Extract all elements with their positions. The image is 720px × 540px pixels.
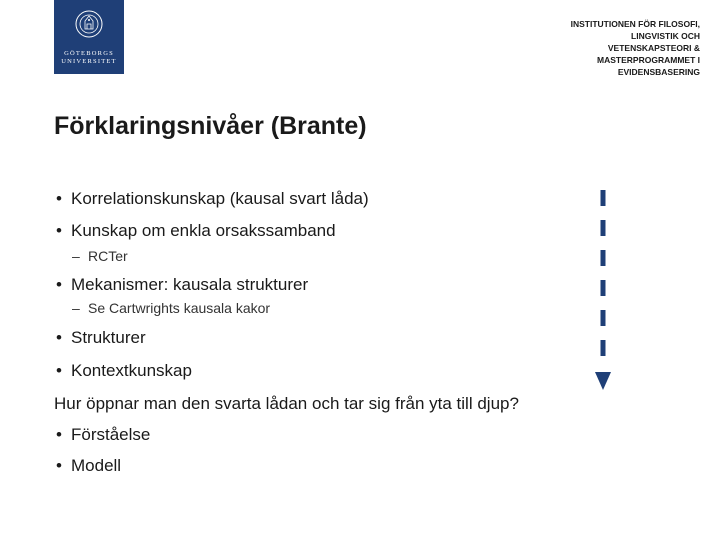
bullet-marker: • xyxy=(56,361,62,380)
bullet-item xyxy=(56,361,192,381)
bullet-marker: • xyxy=(56,189,62,208)
department-line: INSTITUTIONEN FÖR FILOSOFI, xyxy=(570,19,700,29)
bullet-text: Korrelationskunskap (kausal svart låda) xyxy=(71,189,369,208)
department-line: EVIDENSBASERING xyxy=(617,67,700,77)
bullet-text: Kunskap om enkla orsakssamband xyxy=(71,221,336,240)
sub-bullet-marker: – xyxy=(72,300,80,316)
bullet-item xyxy=(56,425,150,445)
bullet-marker: • xyxy=(56,221,62,240)
bullet-marker: • xyxy=(56,456,62,475)
department-header xyxy=(500,18,700,78)
bullet-text: Kontextkunskap xyxy=(71,361,192,380)
bullet-text: Strukturer xyxy=(71,328,146,347)
university-logo xyxy=(54,0,124,74)
sub-bullet-item xyxy=(72,300,270,316)
sub-bullet-marker: – xyxy=(72,248,80,264)
question-text: Hur öppnar man den svarta lådan och tar sig från yta till djup? xyxy=(54,394,519,413)
bullet-item xyxy=(56,221,336,241)
bullet-text: Modell xyxy=(71,456,122,475)
slide-title: Förklaringsnivåer (Brante) xyxy=(54,112,367,140)
dashed-down-arrow-icon xyxy=(590,186,620,396)
department-line: VETENSKAPSTEORI & xyxy=(607,43,700,53)
logo-name-line2: UNIVERSITET xyxy=(61,58,117,65)
bullet-item xyxy=(56,328,146,348)
bullet-item xyxy=(56,189,369,209)
bullet-text: Mekanismer: kausala strukturer xyxy=(71,275,309,294)
bullet-marker: • xyxy=(56,328,62,347)
bullet-marker: • xyxy=(56,275,62,294)
bullet-item xyxy=(56,275,308,295)
sub-bullet-item xyxy=(72,248,128,264)
sub-bullet-text: Se Cartwrights kausala kakor xyxy=(88,300,271,316)
department-line: MASTERPROGRAMMET I xyxy=(597,55,700,65)
sub-bullet-text: RCTer xyxy=(88,248,128,264)
bullet-text: Förståelse xyxy=(71,425,151,444)
bullet-marker: • xyxy=(56,425,62,444)
bullet-item xyxy=(56,456,121,476)
university-seal-icon xyxy=(74,6,104,46)
department-line: LINGVISTIK OCH xyxy=(631,31,700,41)
logo-name-line1: GÖTEBORGS xyxy=(64,50,114,57)
